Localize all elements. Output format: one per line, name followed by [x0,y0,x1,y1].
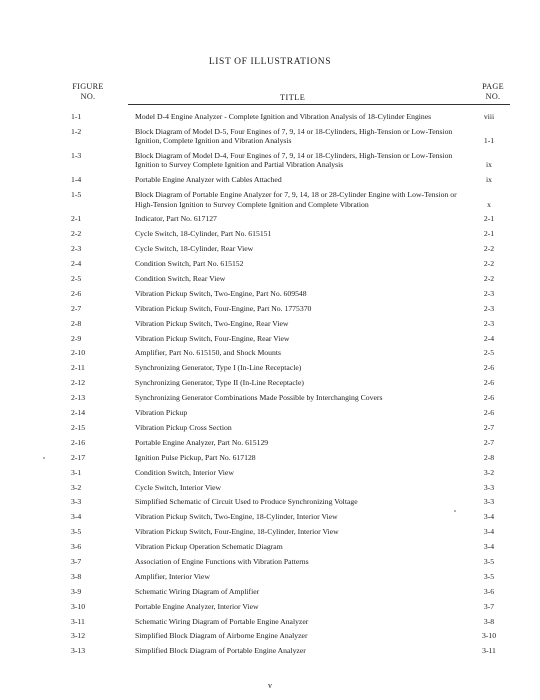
scan-speck [43,457,45,459]
figure-title: Simplified Schematic of Circuit Used to Produce Synchronizing Voltage [135,497,358,507]
list-item [0,405,540,420]
figure-number: 3-4 [71,512,82,522]
figure-number: 3-10 [71,601,86,611]
figure-number: 2-1 [71,214,82,224]
page-number: 3-5 [483,556,495,566]
figure-number: 3-2 [71,482,82,492]
page-number: 3-11 [482,646,496,656]
page-number: 2-3 [483,318,495,328]
list-item [0,420,540,435]
list-item [0,554,540,569]
figure-title: Vibration Pickup Switch, Four-Engine, 18-Cylinder, Interior View [135,527,339,537]
figure-number: 3-7 [71,556,82,566]
list-item [0,346,540,361]
page-number: 2-2 [483,259,495,269]
page-number: x [487,199,491,209]
figure-title: Block Diagram of Portable Engine Analyzer for 7, 9, 14, 18 or 28-Cylinder Engine with Low-Tension or High-Tension Ignition to Survey Complete Ignition and Complete Vibration [135,190,457,209]
page-number: 3-5 [483,571,495,581]
list-item [0,644,540,659]
figure-title: Vibration Pickup Switch, Four-Engine, Part No. 1775370 [135,303,312,313]
list-item [0,450,540,465]
figure-title: Vibration Pickup [135,408,188,418]
figure-number: 2-2 [71,229,82,239]
figure-title: Schematic Wiring Diagram of Amplifier [135,586,260,596]
figure-number: 3-11 [71,616,85,626]
figure-title: Indicator, Part No. 617127 [135,214,217,224]
list-item [0,539,540,554]
figure-number: 2-6 [71,288,82,298]
page-number: 2-3 [483,288,495,298]
page-number: 2-3 [483,303,495,313]
page-number: viii [483,111,495,121]
list-item [0,361,540,376]
figure-number: 2-11 [71,363,85,373]
list-item [0,480,540,495]
figure-title: Synchronizing Generator, Type I (In-Line Receptacle) [135,363,302,373]
figure-title: Cycle Switch, 18-Cylinder, Rear View [135,244,254,254]
figure-title: Vibration Pickup Operation Schematic Diagram [135,542,283,552]
page-folio: v [268,681,272,690]
title-header: TITLE [280,93,306,102]
figure-number: 3-1 [71,467,82,477]
list-item [0,187,540,211]
list-item [0,286,540,301]
list-item [0,124,540,148]
page-number: 2-7 [483,437,495,447]
figure-title: Vibration Pickup Switch, Two-Engine, Rear View [135,318,289,328]
figure-number: 1-2 [71,126,82,136]
figure-title: Synchronizing Generator, Type II (In-Line Receptacle) [135,378,304,388]
figure-title: Simplified Block Diagram of Airborne Engine Analyzer [135,631,308,641]
figure-title: Schematic Wiring Diagram of Portable Engine Analyzer [135,616,309,626]
page-number: 3-7 [483,601,495,611]
figure-number: 2-12 [71,378,86,388]
list-item [0,271,540,286]
list-item [0,301,540,316]
page-number: 2-1 [483,214,495,224]
page-number: 3-2 [483,467,495,477]
figure-number: 2-9 [71,333,82,343]
list-item [0,465,540,480]
list-item [0,256,540,271]
figure-number: 1-3 [71,150,82,160]
figure-title: Portable Engine Analyzer, Part No. 615129 [135,437,269,447]
figure-number: 3-3 [71,497,82,507]
figure-number: 2-16 [71,437,86,447]
figure-number: 2-7 [71,303,82,313]
figure-number: 2-8 [71,318,82,328]
figure-number: 2-3 [71,244,82,254]
page-number: ix [486,160,492,170]
list-item [0,629,540,644]
page-number: 1-1 [483,136,495,146]
figure-number: 3-5 [71,527,82,537]
list-item [0,109,540,124]
page-number: ix [486,175,492,185]
figure-number: 3-9 [71,586,82,596]
figure-number: 2-14 [71,408,86,418]
list-item [0,614,540,629]
list-item [0,584,540,599]
page-number: 2-6 [483,378,495,388]
figure-title: Block Diagram of Model D-5, Four Engines of 7, 9, 14 or 18-Cylinders, High-Tension or Low-Tension Ignition, Complete Ignition and Vibration Analysis [135,126,453,146]
figure-number: 3-12 [71,631,86,641]
figure-number: 1-1 [71,111,82,121]
figure-no-header: FIGURE NO. [72,82,104,101]
list-item [0,148,540,172]
list-item [0,495,540,510]
figure-title: Condition Switch, Interior View [135,467,234,477]
list-item [0,569,540,584]
list-item [0,375,540,390]
list-item [0,599,540,614]
figure-number: 2-17 [71,452,86,462]
figure-number: 1-5 [71,190,82,200]
scan-speck [454,510,456,512]
figure-title: Portable Engine Analyzer with Cables Attached [135,175,282,185]
figure-title: Block Diagram of Model D-4, Four Engines of 7, 9, 14 or 18-Cylinders, High-Tension or Low-Tension Ignition to Survey Complete Ignition and Partial Vibration Analysis [135,150,453,170]
figure-number: 3-8 [71,571,82,581]
page-number: 3-4 [483,542,495,552]
list-item [0,227,540,242]
figure-title: Synchronizing Generator Combinations Made Possible by Interchanging Covers [135,393,383,403]
figure-number: 1-4 [71,175,82,185]
figure-title: Portable Engine Analyzer, Interior View [135,601,259,611]
figure-number: 2-4 [71,259,82,269]
figure-title: Condition Switch, Rear View [135,274,226,284]
figure-title: Vibration Pickup Switch, Two-Engine, Part No. 609548 [135,288,307,298]
page-number: 3-8 [483,616,495,626]
list-item [0,390,540,405]
page-number: 2-6 [483,408,495,418]
page-number: 3-3 [483,482,495,492]
figure-title: Cycle Switch, 18-Cylinder, Part No. 615151 [135,229,272,239]
page-number: 3-10 [481,631,497,641]
list-item [0,435,540,450]
figure-title: Model D-4 Engine Analyzer - Complete Ignition and Vibration Analysis of 18-Cylinder Engines [135,111,432,121]
figure-number: 3-13 [71,646,86,656]
page-number: 2-8 [483,452,495,462]
figure-title: Association of Engine Functions with Vibration Patterns [135,556,309,566]
figure-number: 3-6 [71,542,82,552]
figure-title: Vibration Pickup Cross Section [135,422,232,432]
list-item [0,331,540,346]
page-number: 3-3 [483,497,495,507]
figure-title: Simplified Block Diagram of Portable Engine Analyzer [135,646,306,656]
figure-title: Vibration Pickup Switch, Two-Engine, 18-Cylinder, Interior View [135,512,338,522]
page-number: 2-6 [483,363,495,373]
page-title: LIST OF ILLUSTRATIONS [208,57,332,67]
page-number: 2-2 [483,274,495,284]
figure-number: 2-5 [71,274,82,284]
figure-number: 2-10 [71,348,86,358]
figure-title: Cycle Switch, Interior View [135,482,222,492]
page-number: 3-6 [483,586,495,596]
figure-number: 2-13 [71,393,86,403]
page-number: 2-1 [483,229,495,239]
list-item [0,524,540,539]
figure-title: Amplifier, Interior View [135,571,210,581]
page-number: 3-4 [483,527,495,537]
page-number: 3-4 [483,512,495,522]
figure-number: 2-15 [71,422,86,432]
page-number: 2-7 [483,422,495,432]
list-item [0,509,540,524]
figure-title: Ignition Pulse Pickup, Part No. 617128 [135,452,256,462]
page-number: 2-2 [483,244,495,254]
header-rule [128,104,510,105]
list-item [0,241,540,256]
list-item [0,212,540,227]
figure-title: Condition Switch, Part No. 615152 [135,259,244,269]
page-no-header: PAGE NO. [482,82,504,101]
figure-title: Vibration Pickup Switch, Four-Engine, Rear View [135,333,290,343]
page-number: 2-6 [483,393,495,403]
list-item [0,316,540,331]
page-number: 2-4 [483,333,495,343]
page-number: 2-5 [483,348,495,358]
figure-title: Amplifier, Part No. 615150, and Shock Mounts [135,348,281,358]
illustrations-list [0,109,540,658]
list-item [0,172,540,187]
